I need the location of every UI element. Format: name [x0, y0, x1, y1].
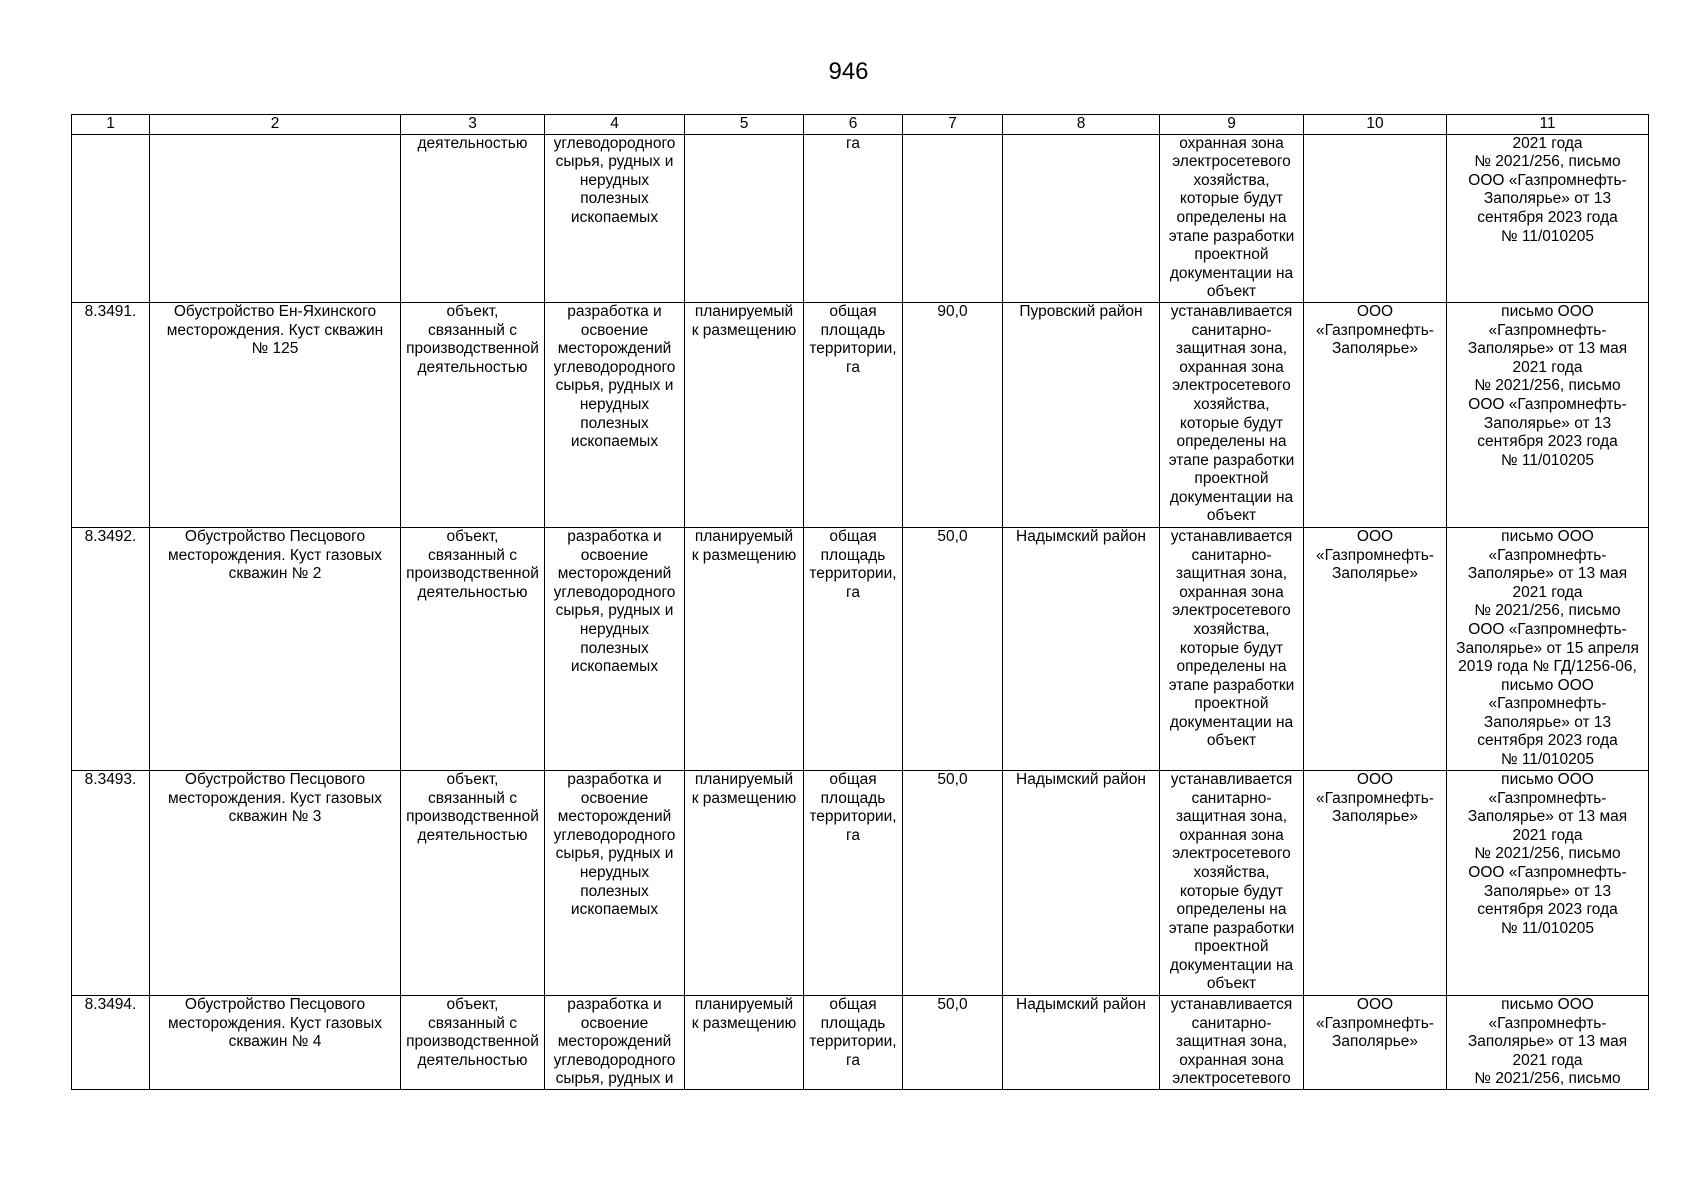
object-name: [150, 134, 401, 302]
column-header: 1: [72, 115, 150, 135]
object-purpose: разработка и освоение месторождений углеводородного сырья, рудных и нерудных полезных ископаемых: [545, 302, 685, 527]
object-parameter: общая площадь территории, га: [804, 302, 903, 527]
object-area: [903, 134, 1003, 302]
object-purpose: разработка и освоение месторождений углеводородного сырья, рудных и: [545, 995, 685, 1089]
object-documents: письмо ООО «Газпромнефть- Заполярье» от 13 мая 2021 года № 2021/256, письмо ООО «Газпромнефть- Заполярье» от 13 сентября 2023 года № 11/010205: [1447, 302, 1649, 527]
object-area: 50,0: [903, 995, 1003, 1089]
object-district: Надымский район: [1003, 995, 1160, 1089]
object-status: планируемый к размещению: [685, 995, 804, 1089]
object-status: планируемый к размещению: [685, 527, 804, 770]
object-purpose: углеводородного сырья, рудных и нерудных полезных ископаемых: [545, 134, 685, 302]
object-zone: устанавливается санитарно- защитная зона, охранная зона электросетевого хозяйства, которые будут определены на этапе разработки проектной документации на объект: [1160, 302, 1304, 527]
column-header: 7: [903, 115, 1003, 135]
object-district: [1003, 134, 1160, 302]
object-zone: охранная зона электросетевого хозяйства, которые будут определены на этапе разработки проектной документации на объект: [1160, 134, 1304, 302]
column-header: 5: [685, 115, 804, 135]
row-number: 8.3494.: [72, 995, 150, 1089]
table-row: [72, 527, 1649, 770]
column-header: 3: [401, 115, 545, 135]
object-area: 50,0: [903, 770, 1003, 995]
object-parameter: общая площадь территории, га: [804, 995, 903, 1089]
object-documents: 2021 года № 2021/256, письмо ООО «Газпромнефть- Заполярье» от 13 сентября 2023 года № 11/010205: [1447, 134, 1649, 302]
object-zone: устанавливается санитарно- защитная зона, охранная зона электросетевого хозяйства, которые будут определены на этапе разработки проектной документации на объект: [1160, 770, 1304, 995]
object-type: объект, связанный с производственной деятельностью: [401, 302, 545, 527]
object-district: Пуровский район: [1003, 302, 1160, 527]
object-documents: письмо ООО «Газпромнефть- Заполярье» от 13 мая 2021 года № 2021/256, письмо: [1447, 995, 1649, 1089]
object-owner: ООО «Газпромнефть- Заполярье»: [1304, 527, 1447, 770]
object-area: 90,0: [903, 302, 1003, 527]
object-purpose: разработка и освоение месторождений углеводородного сырья, рудных и нерудных полезных ископаемых: [545, 527, 685, 770]
object-type: объект, связанный с производственной деятельностью: [401, 770, 545, 995]
object-parameter: га: [804, 134, 903, 302]
object-district: Надымский район: [1003, 527, 1160, 770]
object-zone: устанавливается санитарно- защитная зона, охранная зона электросетевого хозяйства, которые будут определены на этапе разработки проектной документации на объект: [1160, 527, 1304, 770]
column-header: 8: [1003, 115, 1160, 135]
table-row: [72, 302, 1649, 527]
registry-table: [71, 114, 1649, 1090]
column-header: 4: [545, 115, 685, 135]
object-documents: письмо ООО «Газпромнефть- Заполярье» от 13 мая 2021 года № 2021/256, письмо ООО «Газпромнефть- Заполярье» от 13 сентября 2023 года № 11/010205: [1447, 770, 1649, 995]
object-parameter: общая площадь территории, га: [804, 527, 903, 770]
object-district: Надымский район: [1003, 770, 1160, 995]
object-status: [685, 134, 804, 302]
object-name: Обустройство Ен-Яхинского месторождения. Куст скважин № 125: [150, 302, 401, 527]
table-row: [72, 134, 1649, 302]
table-header: [72, 115, 1649, 135]
row-number: [72, 134, 150, 302]
object-type: деятельностью: [401, 134, 545, 302]
object-zone: устанавливается санитарно- защитная зона, охранная зона электросетевого: [1160, 995, 1304, 1089]
object-status: планируемый к размещению: [685, 770, 804, 995]
table-row: [72, 770, 1649, 995]
row-number: 8.3491.: [72, 302, 150, 527]
column-header: 10: [1304, 115, 1447, 135]
object-name: Обустройство Песцового месторождения. Куст газовых скважин № 4: [150, 995, 401, 1089]
object-parameter: общая площадь территории, га: [804, 770, 903, 995]
object-purpose: разработка и освоение месторождений углеводородного сырья, рудных и нерудных полезных ископаемых: [545, 770, 685, 995]
object-owner: [1304, 134, 1447, 302]
object-area: 50,0: [903, 527, 1003, 770]
object-documents: письмо ООО «Газпромнефть- Заполярье» от 13 мая 2021 года № 2021/256, письмо ООО «Газпромнефть- Заполярье» от 15 апреля 2019 года № ГД/1256-06, письмо ООО «Газпромнефть- Заполярье» от 13 сентября 2023 года № 11/010205: [1447, 527, 1649, 770]
header-row: [72, 115, 1649, 135]
table-row: [72, 995, 1649, 1089]
row-number: 8.3492.: [72, 527, 150, 770]
object-owner: ООО «Газпромнефть- Заполярье»: [1304, 302, 1447, 527]
column-header: 9: [1160, 115, 1304, 135]
object-type: объект, связанный с производственной деятельностью: [401, 995, 545, 1089]
object-type: объект, связанный с производственной деятельностью: [401, 527, 545, 770]
row-number: 8.3493.: [72, 770, 150, 995]
object-owner: ООО «Газпромнефть- Заполярье»: [1304, 770, 1447, 995]
object-status: планируемый к размещению: [685, 302, 804, 527]
column-header: 11: [1447, 115, 1649, 135]
column-header: 2: [150, 115, 401, 135]
object-name: Обустройство Песцового месторождения. Куст газовых скважин № 2: [150, 527, 401, 770]
object-owner: ООО «Газпромнефть- Заполярье»: [1304, 995, 1447, 1089]
page-number: 946: [828, 58, 869, 85]
object-name: Обустройство Песцового месторождения. Куст газовых скважин № 3: [150, 770, 401, 995]
table-body: [72, 134, 1649, 1089]
column-header: 6: [804, 115, 903, 135]
